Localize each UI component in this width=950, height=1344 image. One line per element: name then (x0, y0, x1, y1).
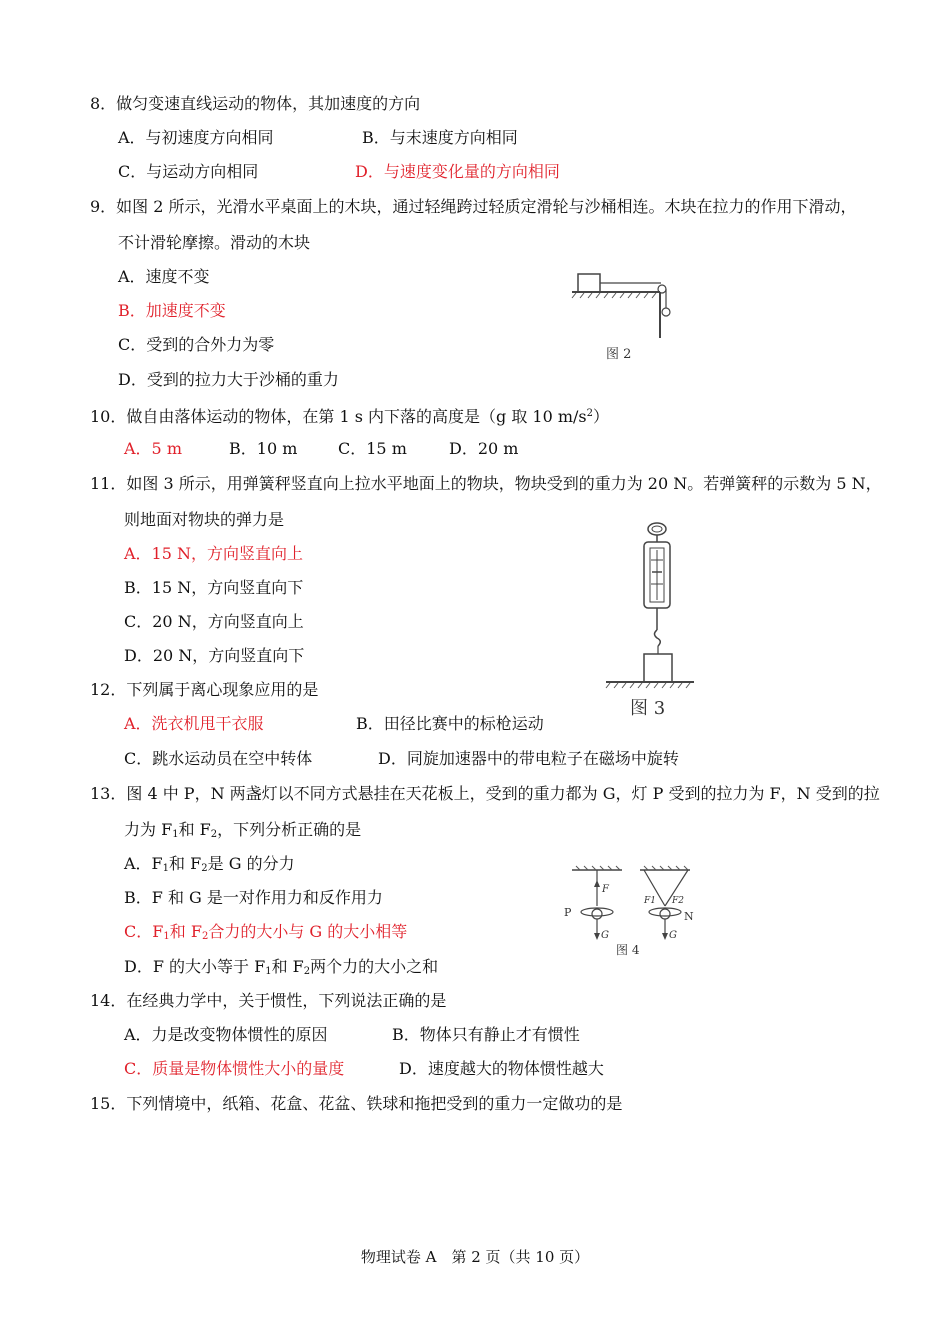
q10-stem-close: ） (593, 407, 610, 426)
q13-stem-part3: ，下列分析正确的是 (217, 820, 362, 839)
q10-option-a-answer: A．5 m (124, 439, 182, 458)
q8-option-a: A．与初速度方向相同 (118, 128, 274, 147)
q10-option-d: D．20 m (449, 439, 519, 458)
q9-option-d: D．受到的拉力大于沙桶的重力 (118, 370, 339, 389)
figure-4-force-F: F (602, 884, 609, 895)
q13-stem-line1: 13．图 4 中 P，N 两盏灯以不同方式悬挂在天花板上，受到的重力都为 G，灯 P 受到的拉力为 F，N 受到的拉 (90, 784, 880, 803)
q14-option-c-answer: C．质量是物体惯性大小的量度 (124, 1059, 345, 1078)
q14-option-b: B．物体只有静止才有惯性 (392, 1025, 580, 1044)
q11-option-d: D．20 N，方向竖直向下 (124, 646, 305, 665)
page-footer: 物理试卷 A 第 2 页（共 10 页） (360, 1248, 590, 1266)
q12-option-b: B．田径比赛中的标枪运动 (356, 714, 544, 733)
q13-option-b: B．F 和 G 是一对作用力和反作用力 (124, 888, 383, 907)
q13-option-d (124, 956, 438, 983)
q15-stem: 15．下列情境中，纸箱、花盒、花盆、铁球和拖把受到的重力一定做功的是 (90, 1094, 623, 1113)
q8-option-d-answer: D．与速度变化量的方向相同 (355, 162, 560, 181)
figure-3-spring-scale-diagram (600, 520, 700, 720)
q13-d-part2: 和 F (271, 957, 304, 976)
q13-option-a (124, 853, 295, 880)
q9-stem-line2: 不计滑轮摩擦。滑动的木块 (118, 233, 311, 252)
q10-option-c: C．15 m (338, 439, 407, 458)
q13-d-sub1: 1 (265, 966, 272, 977)
q13-a-part2: 和 F (169, 854, 202, 873)
q9-stem-line1: 9．如图 2 所示，光滑水平桌面上的木块，通过轻绳跨过轻质定滑轮与沙桶相连。木块在拉力的作用下滑动， (90, 197, 857, 216)
q9-option-c: C．受到的合外力为零 (118, 335, 275, 354)
q13-d-sub2: 2 (303, 966, 311, 977)
q13-stem-sub1: 1 (172, 829, 179, 840)
q13-c-sub2: 2 (201, 931, 209, 942)
q13-c-part3: 合力的大小与 G 的大小相等 (208, 922, 408, 941)
q12-option-d: D．同旋加速器中的带电粒子在磁场中旋转 (378, 749, 679, 768)
q10-exponent: 2 (586, 408, 594, 419)
figure-2-pulley-diagram (566, 262, 686, 366)
figure-4-force-F1: F1 (644, 896, 656, 906)
q12-stem: 12．下列属于离心现象应用的是 (90, 680, 319, 699)
figure-3-label: 图 3 (630, 698, 666, 719)
q13-option-c-answer (124, 921, 407, 948)
figure-4-label-N: N (684, 910, 694, 923)
figure-4-gravity-G-N: G (669, 930, 677, 941)
q13-a-part3: 是 G 的分力 (207, 854, 295, 873)
q13-c-part2: 和 F (169, 922, 202, 941)
q11-stem-line1: 11．如图 3 所示，用弹簧秤竖直向上拉水平地面上的物块，物块受到的重力为 20 N。若弹簧秤的示数为 5 N， (90, 474, 882, 493)
q11-option-c: C．20 N，方向竖直向上 (124, 612, 304, 631)
q13-stem-line2 (124, 819, 361, 846)
figure-4-force-F2: F2 (672, 896, 684, 906)
q14-option-d: D．速度越大的物体惯性越大 (399, 1059, 604, 1078)
q11-option-a-answer: A．15 N，方向竖直向上 (124, 544, 304, 563)
q13-a-sub2: 2 (201, 863, 208, 874)
q10-option-b: B．10 m (229, 439, 298, 458)
q8-stem: 8．做匀变速直线运动的物体，其加速度的方向 (90, 94, 421, 113)
figure-4-hanging-lamps-diagram (560, 862, 710, 962)
figure-2-label: 图 2 (606, 347, 632, 362)
q14-option-a: A．力是改变物体惯性的原因 (124, 1025, 328, 1044)
q13-d-part1: D．F 的大小等于 F (124, 957, 266, 976)
q13-stem-part2: 和 F (178, 820, 211, 839)
q11-stem-line2: 则地面对物块的弹力是 (124, 510, 285, 529)
q9-option-b-answer: B．加速度不变 (118, 301, 226, 320)
q14-stem: 14．在经典力学中，关于惯性，下列说法正确的是 (90, 991, 447, 1010)
q13-c-sub1: 1 (163, 931, 170, 942)
q13-a-part1: A．F (124, 854, 163, 873)
q10-stem (90, 403, 609, 428)
q13-stem-part1: 力为 F (124, 820, 173, 839)
q12-option-a-answer: A．洗衣机甩干衣服 (124, 714, 264, 733)
q10-stem-text: 10．做自由落体运动的物体，在第 1 s 内下落的高度是（g 取 10 m/s (90, 407, 587, 426)
q12-option-c: C．跳水运动员在空中转体 (124, 749, 313, 768)
q13-stem-sub2: 2 (210, 829, 218, 840)
q13-d-part3: 两个力的大小之和 (310, 957, 439, 976)
q9-option-a: A．速度不变 (118, 267, 210, 286)
figure-4-label-P: P (564, 906, 572, 919)
q13-a-sub1: 1 (162, 863, 170, 874)
q13-c-part1: C．F (124, 922, 164, 941)
figure-4-gravity-G-P: G (601, 930, 609, 941)
q8-option-c: C．与运动方向相同 (118, 162, 259, 181)
q11-option-b: B．15 N，方向竖直向下 (124, 578, 304, 597)
q8-option-b: B．与末速度方向相同 (362, 128, 518, 147)
figure-4-label: 图 4 (616, 943, 640, 957)
